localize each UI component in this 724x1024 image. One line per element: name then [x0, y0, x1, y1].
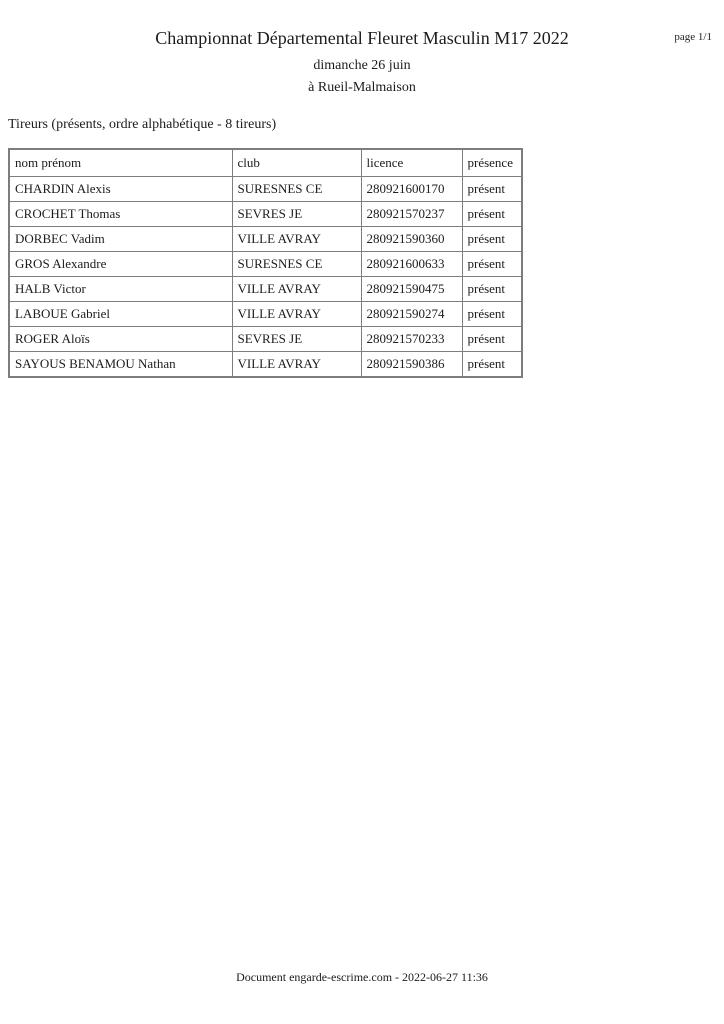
fencer-licence: 280921570237 [361, 202, 462, 227]
fencer-presence: présent [462, 302, 522, 327]
table-row [9, 327, 522, 352]
table-row [9, 252, 522, 277]
fencer-licence: 280921590360 [361, 227, 462, 252]
fencer-presence: présent [462, 202, 522, 227]
fencer-club: VILLE AVRAY [232, 277, 361, 302]
table-row [9, 352, 522, 378]
fencer-club: VILLE AVRAY [232, 227, 361, 252]
fencer-club: SURESNES CE [232, 252, 361, 277]
document-title: Championnat Départemental Fleuret Masculin M17 2022 [155, 28, 569, 48]
fencer-presence: présent [462, 352, 522, 378]
fencer-presence: présent [462, 327, 522, 352]
column-header-2: licence [361, 149, 462, 177]
column-header-0: nom prénom [9, 149, 232, 177]
fencer-name: SAYOUS BENAMOU Nathan [9, 352, 232, 378]
section-title: Tireurs (présents, ordre alphabétique - 8 tireurs) [8, 117, 277, 132]
column-header-1: club [232, 149, 361, 177]
fencer-name: GROS Alexandre [9, 252, 232, 277]
column-header-3: présence [462, 149, 522, 177]
fencer-presence: présent [462, 277, 522, 302]
event-location: à Rueil-Malmaison [308, 80, 416, 95]
fencer-name: ROGER Aloïs [9, 327, 232, 352]
fencer-licence: 280921590274 [361, 302, 462, 327]
fencer-licence: 280921600170 [361, 177, 462, 202]
table-row [9, 202, 522, 227]
fencer-presence: présent [462, 252, 522, 277]
page-number: page 1/1 [674, 31, 712, 43]
fencer-club: SEVRES JE [232, 327, 361, 352]
table-row [9, 227, 522, 252]
fencer-name: LABOUE Gabriel [9, 302, 232, 327]
fencer-club: SEVRES JE [232, 202, 361, 227]
fencer-name: DORBEC Vadim [9, 227, 232, 252]
fencer-presence: présent [462, 177, 522, 202]
table-row [9, 177, 522, 202]
fencer-club: SURESNES CE [232, 177, 361, 202]
document-footer: Document engarde-escrime.com - 2022-06-27 11:36 [236, 970, 488, 984]
fencer-name: HALB Victor [9, 277, 232, 302]
fencer-licence: 280921570233 [361, 327, 462, 352]
fencer-licence: 280921590475 [361, 277, 462, 302]
event-date: dimanche 26 juin [313, 58, 411, 73]
fencer-club: VILLE AVRAY [232, 352, 361, 378]
fencer-name: CHARDIN Alexis [9, 177, 232, 202]
table-header-row [9, 149, 522, 177]
fencers-table [8, 148, 523, 378]
fencer-name: CROCHET Thomas [9, 202, 232, 227]
table-row [9, 302, 522, 327]
fencer-presence: présent [462, 227, 522, 252]
fencer-licence: 280921600633 [361, 252, 462, 277]
fencer-club: VILLE AVRAY [232, 302, 361, 327]
table-row [9, 277, 522, 302]
fencer-licence: 280921590386 [361, 352, 462, 378]
